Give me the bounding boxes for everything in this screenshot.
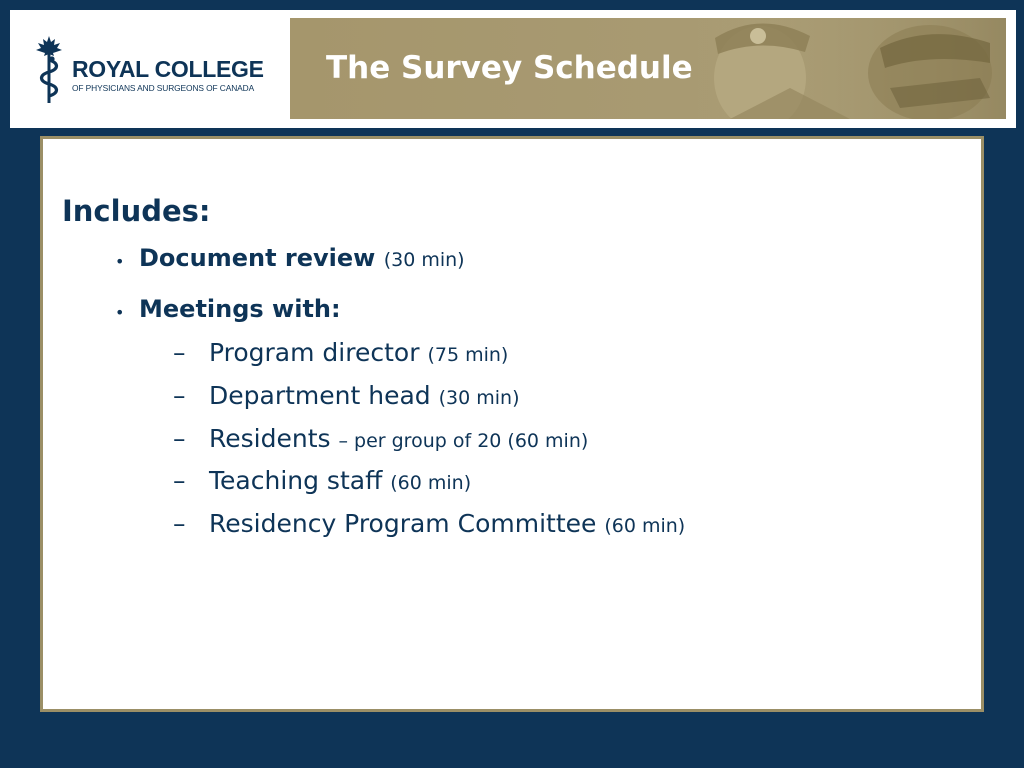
royal-college-logo — [32, 34, 282, 106]
caduceus-maple-leaf-icon — [32, 34, 66, 106]
bullet-duration: (30 min) — [383, 249, 465, 271]
dash-icon: – — [173, 466, 186, 495]
bullet-item — [139, 295, 341, 323]
sub-item-label: Teaching staff — [209, 466, 383, 495]
sub-item — [209, 466, 471, 495]
bullet-icon: • — [115, 303, 125, 322]
bullet-label: Document review — [139, 244, 376, 272]
sub-item — [209, 381, 519, 410]
sub-item-duration: (75 min) — [427, 344, 509, 366]
sub-item — [209, 509, 685, 538]
sub-item-duration: (60 min) — [390, 472, 472, 494]
bullet-label: Meetings with: — [139, 295, 341, 323]
slide-header — [10, 10, 1016, 128]
slide-title: The Survey Schedule — [326, 50, 693, 86]
bullet-icon: • — [115, 252, 125, 271]
sub-item-duration: (30 min) — [438, 387, 520, 409]
sub-item-label: Department head — [209, 381, 431, 410]
sub-item — [209, 424, 588, 453]
title-banner — [290, 18, 1006, 119]
sub-item-label: Residency Program Committee — [209, 509, 597, 538]
logo-subtitle: OF PHYSICIANS AND SURGEONS OF CANADA — [72, 83, 255, 93]
sub-item-duration: (60 min) — [604, 515, 686, 537]
dash-icon: – — [173, 381, 186, 410]
sub-item-label: Residents — [209, 424, 331, 453]
sub-item — [209, 338, 508, 367]
sub-item-label: Program director — [209, 338, 420, 367]
section-heading: Includes: — [62, 194, 211, 228]
content-panel — [40, 136, 984, 712]
dash-icon: – — [173, 338, 186, 367]
dash-icon: – — [173, 509, 186, 538]
dash-icon: – — [173, 424, 186, 453]
bullet-item — [139, 244, 465, 272]
logo-name: ROYAL COLLEGE — [72, 56, 264, 82]
sub-item-duration: – per group of 20 (60 min) — [338, 430, 589, 452]
